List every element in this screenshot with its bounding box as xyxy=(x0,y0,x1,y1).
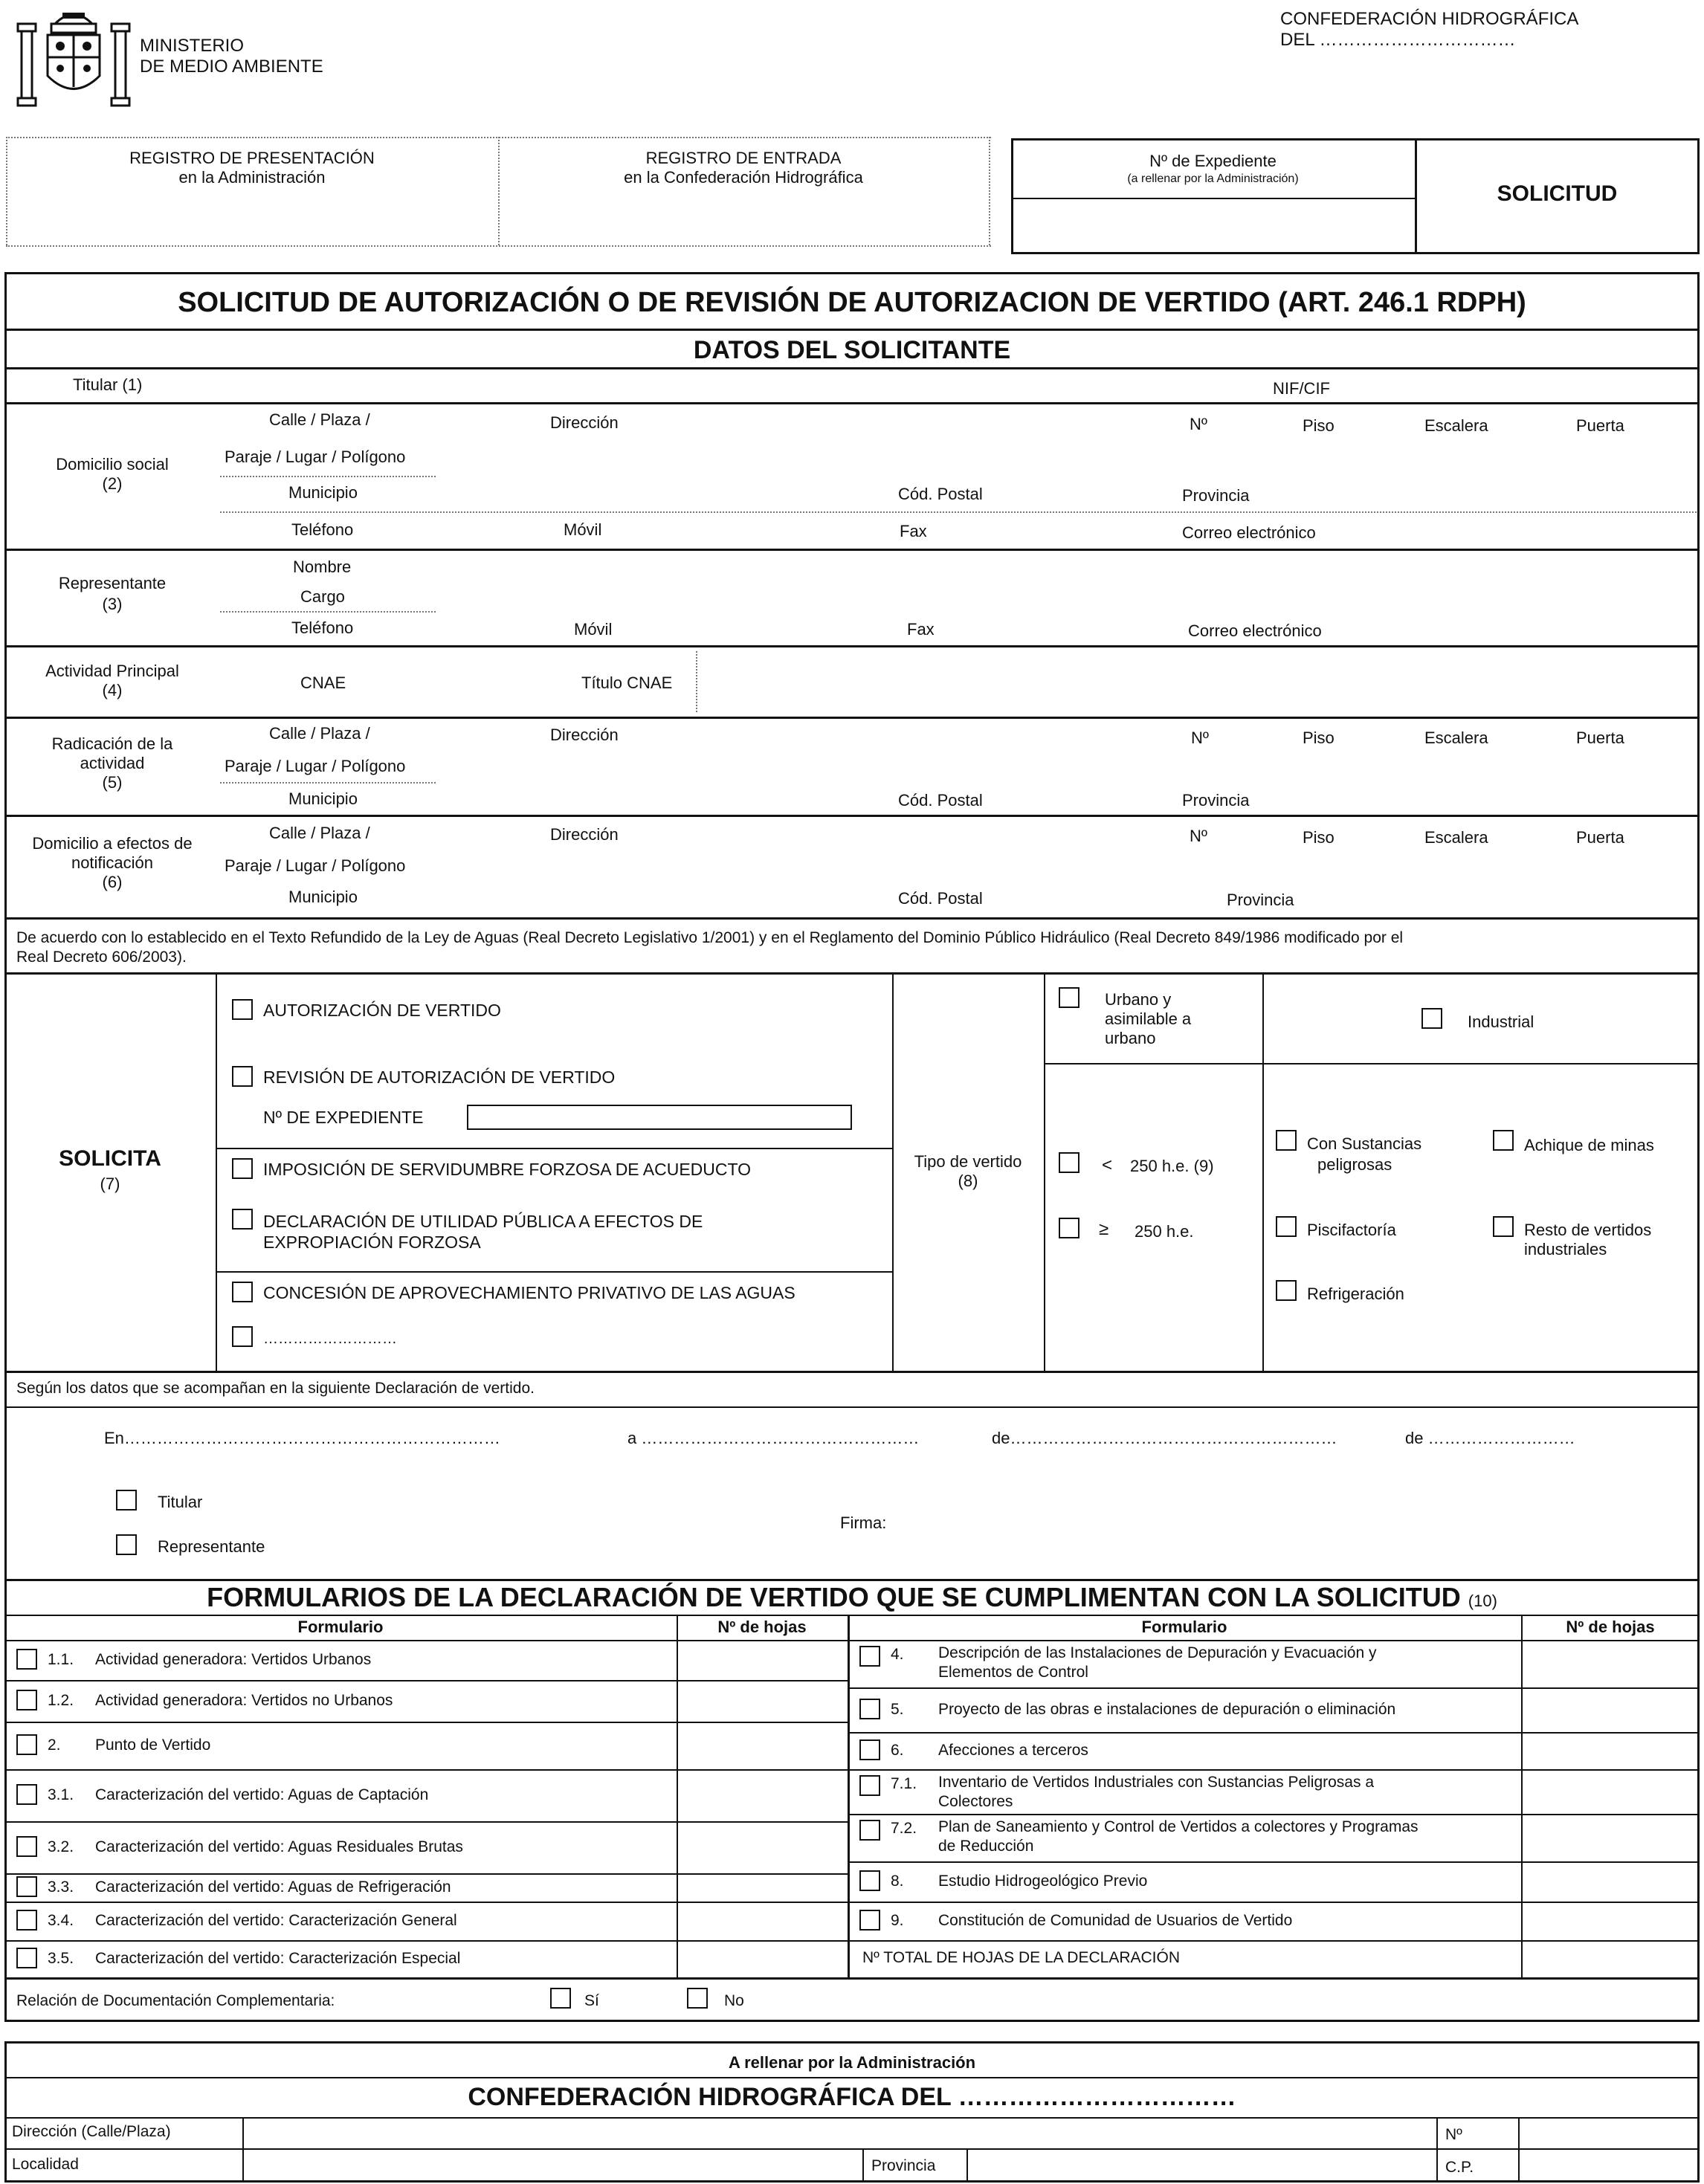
solicitud-label: SOLICITUD xyxy=(1497,181,1618,206)
form-right-num: 4. xyxy=(891,1646,904,1663)
notificacion-label-2: notificación xyxy=(71,853,154,872)
urbano-checkbox[interactable] xyxy=(1059,987,1079,1008)
form-right-text-2: de Reducción xyxy=(938,1838,1034,1855)
form-right-hojas-input[interactable] xyxy=(1524,1769,1697,1814)
form-left-hojas-input[interactable] xyxy=(680,1940,845,1977)
form-right-num: 7.2. xyxy=(891,1820,917,1837)
revision-label: REVISIÓN DE AUTORIZACIÓN DE VERTIDO xyxy=(263,1067,616,1087)
domicilio-fax: Fax xyxy=(900,522,927,540)
domicilio-telefono: Teléfono xyxy=(291,520,354,539)
radicacion-puerta: Puerta xyxy=(1576,728,1624,747)
radicacion-label-3: (5) xyxy=(102,773,123,792)
domicilio-direccion-input[interactable] xyxy=(639,407,1175,437)
expediente-title: Nº de Expediente xyxy=(1149,152,1277,170)
admin-n-label: Nº xyxy=(1445,2126,1462,2143)
domicilio-direccion: Dirección xyxy=(550,413,619,432)
menor-250-label: 250 h.e. (9) xyxy=(1130,1157,1214,1175)
mayor-250-label: 250 h.e. xyxy=(1135,1222,1194,1241)
firmante-representante-checkbox[interactable] xyxy=(116,1534,137,1555)
form-left-hojas-input[interactable] xyxy=(680,1680,845,1722)
form-left-hojas-input[interactable] xyxy=(680,1640,845,1680)
form-right-text: Afecciones a terceros xyxy=(938,1742,1088,1759)
registro-entrada-title: REGISTRO DE ENTRADA xyxy=(645,149,842,167)
form-left-checkbox[interactable] xyxy=(16,1948,37,1968)
form-left-num: 1.1. xyxy=(48,1651,74,1668)
header-formulario-right: Formulario xyxy=(1141,1618,1227,1636)
form-left-hojas-input[interactable] xyxy=(680,1873,845,1902)
form-left-checkbox[interactable] xyxy=(16,1910,37,1931)
segun-text: Según los datos que se acompañan en la siguiente Declaración de vertido. xyxy=(16,1380,535,1397)
resto-checkbox[interactable] xyxy=(1493,1216,1514,1237)
solicita-label: SOLICITA xyxy=(59,1146,161,1171)
nif-label: NIF/CIF xyxy=(1273,379,1330,398)
total-hojas-input[interactable] xyxy=(1524,1942,1697,1974)
servidumbre-label: IMPOSICIÓN DE SERVIDUMBRE FORZOSA DE ACUEDUCTO xyxy=(263,1160,752,1179)
fecha-dia: a …………………………………………… xyxy=(627,1429,920,1447)
sustancias-label-1: Con Sustancias xyxy=(1307,1134,1422,1153)
radicacion-label-1: Radicación de la xyxy=(51,734,173,753)
admin-cp-label: C.P. xyxy=(1445,2159,1474,2176)
notificacion-puerta: Puerta xyxy=(1576,828,1624,847)
confederacion-header-line1: CONFEDERACIÓN HIDROGRÁFICA xyxy=(1280,9,1579,29)
expediente-field[interactable] xyxy=(467,1105,852,1130)
expediente-sub: (a rellenar por la Administración) xyxy=(1127,172,1299,185)
mayor-250-sign: ≥ xyxy=(1099,1219,1109,1239)
form-right-num: 9. xyxy=(891,1912,904,1929)
header-formulario-left: Formulario xyxy=(297,1618,384,1636)
notificacion-label-3: (6) xyxy=(102,873,123,891)
urbano-label-3: urbano xyxy=(1105,1029,1156,1047)
registro-presentacion-sub: en la Administración xyxy=(178,168,326,187)
otro-label: ……………………… xyxy=(263,1331,397,1347)
form-right-checkbox[interactable] xyxy=(859,1739,880,1760)
confederacion-header-line2: DEL …………………………… xyxy=(1280,30,1516,50)
achique-label: Achique de minas xyxy=(1524,1136,1654,1154)
notificacion-paraje: Paraje / Lugar / Polígono xyxy=(225,856,406,875)
domicilio-n: Nº xyxy=(1190,415,1207,433)
representante-correo: Correo electrónico xyxy=(1188,621,1322,640)
domicilio-calle: Calle / Plaza / xyxy=(269,410,370,429)
firmante-titular-checkbox[interactable] xyxy=(116,1490,137,1511)
domicilio-paraje: Paraje / Lugar / Polígono xyxy=(225,448,406,466)
piscifactoria-label: Piscifactoría xyxy=(1307,1221,1396,1239)
firma-area[interactable] xyxy=(922,1479,1665,1568)
concesion-label: CONCESIÓN DE APROVECHAMIENTO PRIVATIVO DE LAS AGUAS xyxy=(263,1283,795,1302)
achique-checkbox[interactable] xyxy=(1493,1130,1514,1151)
form-right-num: 6. xyxy=(891,1742,904,1759)
form-right-checkbox[interactable] xyxy=(859,1870,880,1891)
expediente-input[interactable] xyxy=(1014,201,1413,251)
domicilio-piso: Piso xyxy=(1303,416,1335,435)
domicilio-label-2: (2) xyxy=(102,474,123,493)
radicacion-direccion-input[interactable] xyxy=(639,721,1175,751)
tipo-vertido-label: Tipo de vertido xyxy=(914,1152,1022,1171)
notificacion-direccion: Dirección xyxy=(550,825,619,844)
header-hojas-right: Nº de hojas xyxy=(1566,1618,1655,1636)
radicacion-calle: Calle / Plaza / xyxy=(269,724,370,743)
form-right-text-2: Colectores xyxy=(938,1793,1013,1810)
domicilio-escalera: Escalera xyxy=(1424,416,1488,435)
form-left-num: 1.2. xyxy=(48,1692,74,1709)
formularios-title xyxy=(4,1582,1700,1613)
form-left-num: 3.2. xyxy=(48,1838,74,1855)
fecha-mes: de…………………………………………………… xyxy=(992,1429,1337,1447)
utilidad-publica-label-1: DECLARACIÓN DE UTILIDAD PÚBLICA A EFECTOS DE xyxy=(263,1212,703,1231)
form-right-checkbox[interactable] xyxy=(859,1699,880,1719)
refrigeracion-checkbox[interactable] xyxy=(1276,1280,1297,1301)
total-hojas-label: Nº TOTAL DE HOJAS DE LA DECLARACIÓN xyxy=(862,1949,1181,1966)
actividad-titulo-cnae: Título CNAE xyxy=(581,673,673,692)
resto-label-1: Resto de vertidos xyxy=(1524,1221,1652,1239)
form-left-text: Caracterización del vertido: Aguas de Captación xyxy=(95,1786,429,1803)
form-left-text: Punto de Vertido xyxy=(95,1736,211,1754)
notificacion-escalera: Escalera xyxy=(1424,828,1488,847)
form-right-num: 7.1. xyxy=(891,1775,917,1792)
form-left-text: Caracterización del vertido: Aguas de Refrigeración xyxy=(95,1878,451,1896)
form-right-hojas-input[interactable] xyxy=(1524,1687,1697,1732)
resto-label-2: industriales xyxy=(1524,1240,1607,1259)
formularios-title-text: FORMULARIOS DE LA DECLARACIÓN DE VERTIDO QUE SE CUMPLIMENTAN CON LA SOLICITUD xyxy=(207,1582,1461,1612)
notificacion-municipio: Municipio xyxy=(288,888,358,906)
utilidad-publica-label-2: EXPROPIACIÓN FORZOSA xyxy=(263,1232,481,1252)
titulo-cnae-input[interactable] xyxy=(702,651,1695,712)
actividad-label-2: (4) xyxy=(102,681,123,700)
form-right-text: Plan de Saneamiento y Control de Vertidos a colectores y Programas xyxy=(938,1818,1419,1835)
solicita-num: (7) xyxy=(100,1175,120,1193)
main-form xyxy=(4,272,1700,2022)
industrial-checkbox[interactable] xyxy=(1421,1008,1442,1029)
expediente-label: Nº DE EXPEDIENTE xyxy=(263,1108,424,1127)
form-left-checkbox[interactable] xyxy=(16,1836,37,1857)
form-right-num: 5. xyxy=(891,1701,904,1718)
notificacion-provincia: Provincia xyxy=(1227,891,1294,909)
relacion-si-checkbox[interactable] xyxy=(550,1988,571,2009)
titular-label: Titular (1) xyxy=(73,375,143,394)
admin-localidad-label: Localidad xyxy=(12,2156,79,2173)
revision-checkbox[interactable] xyxy=(232,1066,253,1087)
form-left-hojas-input[interactable] xyxy=(680,1722,845,1769)
representante-label-2: (3) xyxy=(102,595,123,613)
form-right-text: Proyecto de las obras e instalaciones de depuración o eliminación xyxy=(938,1701,1396,1718)
industrial-label: Industrial xyxy=(1468,1012,1534,1031)
form-left-num: 3.5. xyxy=(48,1950,74,1967)
sustancias-checkbox[interactable] xyxy=(1276,1130,1297,1151)
form-left-checkbox[interactable] xyxy=(16,1649,37,1670)
firma-label: Firma: xyxy=(840,1513,887,1532)
form-right-hojas-input[interactable] xyxy=(1524,1640,1697,1687)
notificacion-piso: Piso xyxy=(1303,828,1335,847)
fecha-anio: de ……………………… xyxy=(1405,1429,1575,1447)
notificacion-calle: Calle / Plaza / xyxy=(269,824,370,842)
form-right-checkbox[interactable] xyxy=(859,1775,880,1796)
firmante-titular-label: Titular xyxy=(158,1493,203,1511)
representante-telefono: Teléfono xyxy=(291,618,354,637)
form-left-num: 3.1. xyxy=(48,1786,74,1803)
admin-localidad-input[interactable] xyxy=(245,2151,859,2181)
refrigeracion-label: Refrigeración xyxy=(1307,1285,1404,1303)
ministry-line2: DE MEDIO AMBIENTE xyxy=(140,56,323,77)
notificacion-n: Nº xyxy=(1190,827,1207,845)
relacion-si-label: Sí xyxy=(584,1992,599,2009)
formularios-title-num: (10) xyxy=(1468,1592,1497,1610)
firmante-representante-label: Representante xyxy=(158,1537,265,1556)
legal-line2: Real Decreto 606/2003). xyxy=(16,949,187,966)
urbano-label-2: asimilable a xyxy=(1105,1009,1192,1028)
admin-title: A rellenar por la Administración xyxy=(728,2053,976,2072)
menor-250-sign: < xyxy=(1102,1155,1113,1175)
representante-fax: Fax xyxy=(907,620,935,639)
radicacion-provincia: Provincia xyxy=(1182,791,1250,810)
form-left-checkbox[interactable] xyxy=(16,1784,37,1805)
form-right-checkbox[interactable] xyxy=(859,1646,880,1667)
radicacion-n: Nº xyxy=(1191,728,1209,747)
admin-direccion-label: Dirección (Calle/Plaza) xyxy=(12,2123,171,2140)
nif-input[interactable] xyxy=(1353,370,1695,400)
radicacion-cp: Cód. Postal xyxy=(898,791,983,810)
form-title: SOLICITUD DE AUTORIZACIÓN O DE REVISIÓN DE AUTORIZACION DE VERTIDO (ART. 246.1 RDPH) xyxy=(178,287,1526,318)
representante-label-1: Representante xyxy=(58,574,167,592)
coat-of-arms-icon xyxy=(10,1,137,113)
piscifactoria-checkbox[interactable] xyxy=(1276,1216,1297,1237)
domicilio-movil: Móvil xyxy=(564,520,602,539)
form-right-text: Descripción de las Instalaciones de Depuración y Evacuación y xyxy=(938,1644,1377,1661)
representante-movil: Móvil xyxy=(574,620,613,639)
form-right-hojas-input[interactable] xyxy=(1524,1861,1697,1902)
ministry-line1: MINISTERIO xyxy=(140,36,245,56)
form-left-hojas-input[interactable] xyxy=(680,1769,845,1821)
form-left-num: 3.3. xyxy=(48,1878,74,1896)
form-left-hojas-input[interactable] xyxy=(680,1821,845,1873)
autorizacion-label: AUTORIZACIÓN DE VERTIDO xyxy=(263,1001,501,1020)
form-right-hojas-input[interactable] xyxy=(1524,1732,1697,1769)
form-right-text: Inventario de Vertidos Industriales con Sustancias Peligrosas a xyxy=(938,1774,1375,1791)
form-right-checkbox[interactable] xyxy=(859,1910,880,1931)
radicacion-paraje: Paraje / Lugar / Polígono xyxy=(225,757,406,775)
form-left-num: 2. xyxy=(48,1736,61,1754)
admin-provincia-label: Provincia xyxy=(871,2157,936,2174)
form-left-text: Caracterización del vertido: Caracterización Especial xyxy=(95,1950,461,1967)
radicacion-label-2: actividad xyxy=(80,754,145,772)
representante-nombre-input[interactable] xyxy=(387,555,1695,581)
domicilio-correo: Correo electrónico xyxy=(1182,523,1316,542)
otro-checkbox[interactable] xyxy=(232,1326,253,1347)
form-right-text: Constitución de Comunidad de Usuarios de Vertido xyxy=(938,1912,1293,1929)
form-right-text: Estudio Hidrogeológico Previo xyxy=(938,1873,1148,1890)
form-left-checkbox[interactable] xyxy=(16,1876,37,1897)
registro-presentacion-title: REGISTRO DE PRESENTACIÓN xyxy=(129,149,375,167)
tipo-vertido-num: (8) xyxy=(958,1172,978,1190)
sustancias-label-2: peligrosas xyxy=(1317,1155,1392,1174)
notificacion-direccion-input[interactable] xyxy=(639,821,1175,850)
radicacion-direccion: Dirección xyxy=(550,726,619,744)
form-left-num: 3.4. xyxy=(48,1912,74,1929)
datos-solicitante-title: DATOS DEL SOLICITANTE xyxy=(693,336,1011,364)
admin-confederacion: CONFEDERACIÓN HIDROGRÁFICA DEL …………………………… xyxy=(468,2083,1236,2111)
fecha-lugar: En…………………………………………………………… xyxy=(104,1429,500,1447)
form-left-hojas-input[interactable] xyxy=(680,1902,845,1940)
form-right-hojas-input[interactable] xyxy=(1524,1814,1697,1861)
header-hojas-left: Nº de hojas xyxy=(717,1618,807,1636)
domicilio-provincia: Provincia xyxy=(1182,486,1250,505)
actividad-label-1: Actividad Principal xyxy=(45,662,179,680)
radicacion-municipio: Municipio xyxy=(288,789,358,808)
menor-250-checkbox[interactable] xyxy=(1059,1152,1079,1173)
form-right-num: 8. xyxy=(891,1873,904,1890)
domicilio-puerta: Puerta xyxy=(1576,416,1624,435)
form-right-checkbox[interactable] xyxy=(859,1820,880,1841)
domicilio-cp: Cód. Postal xyxy=(898,485,983,503)
registro-entrada-sub: en la Confederación Hidrográfica xyxy=(624,168,863,187)
form-left-text: Actividad generadora: Vertidos no Urbanos xyxy=(95,1692,393,1709)
actividad-cnae: CNAE xyxy=(300,673,346,692)
autorizacion-checkbox[interactable] xyxy=(232,999,253,1020)
form-left-text: Caracterización del vertido: Caracterización General xyxy=(95,1912,457,1929)
form-right-text-2: Elementos de Control xyxy=(938,1664,1088,1681)
representante-cargo: Cargo xyxy=(300,587,345,606)
notificacion-label-1: Domicilio a efectos de xyxy=(32,834,193,853)
form-left-text: Actividad generadora: Vertidos Urbanos xyxy=(95,1651,372,1668)
domicilio-label-1: Domicilio social xyxy=(56,455,169,474)
domicilio-municipio: Municipio xyxy=(288,483,358,502)
titular-input[interactable] xyxy=(193,370,1234,400)
relacion-no-label: No xyxy=(724,1992,744,2009)
form-right-hojas-input[interactable] xyxy=(1524,1902,1697,1940)
radicacion-escalera: Escalera xyxy=(1424,728,1488,747)
admin-direccion-input[interactable] xyxy=(245,2119,1433,2147)
representante-nombre: Nombre xyxy=(293,558,352,576)
notificacion-cp: Cód. Postal xyxy=(898,889,983,908)
relacion-no-checkbox[interactable] xyxy=(687,1988,708,2009)
urbano-label-1: Urbano y xyxy=(1105,990,1172,1009)
form-left-text: Caracterización del vertido: Aguas Residuales Brutas xyxy=(95,1838,463,1855)
legal-line1: De acuerdo con lo establecido en el Texto Refundido de la Ley de Aguas (Real Decreto Legislativo 1/2001) y en el Reglamento del Dominio Público Hidráulico (Real Decreto 849/1986 modificado por el xyxy=(16,929,1404,946)
form-left-checkbox[interactable] xyxy=(16,1690,37,1710)
form-left-checkbox[interactable] xyxy=(16,1734,37,1755)
mayor-250-checkbox[interactable] xyxy=(1059,1218,1079,1238)
radicacion-piso: Piso xyxy=(1303,728,1335,747)
utilidad-publica-checkbox[interactable] xyxy=(232,1209,253,1230)
concesion-checkbox[interactable] xyxy=(232,1282,253,1302)
relacion-label: Relación de Documentación Complementaria: xyxy=(16,1992,335,2009)
servidumbre-checkbox[interactable] xyxy=(232,1158,253,1179)
